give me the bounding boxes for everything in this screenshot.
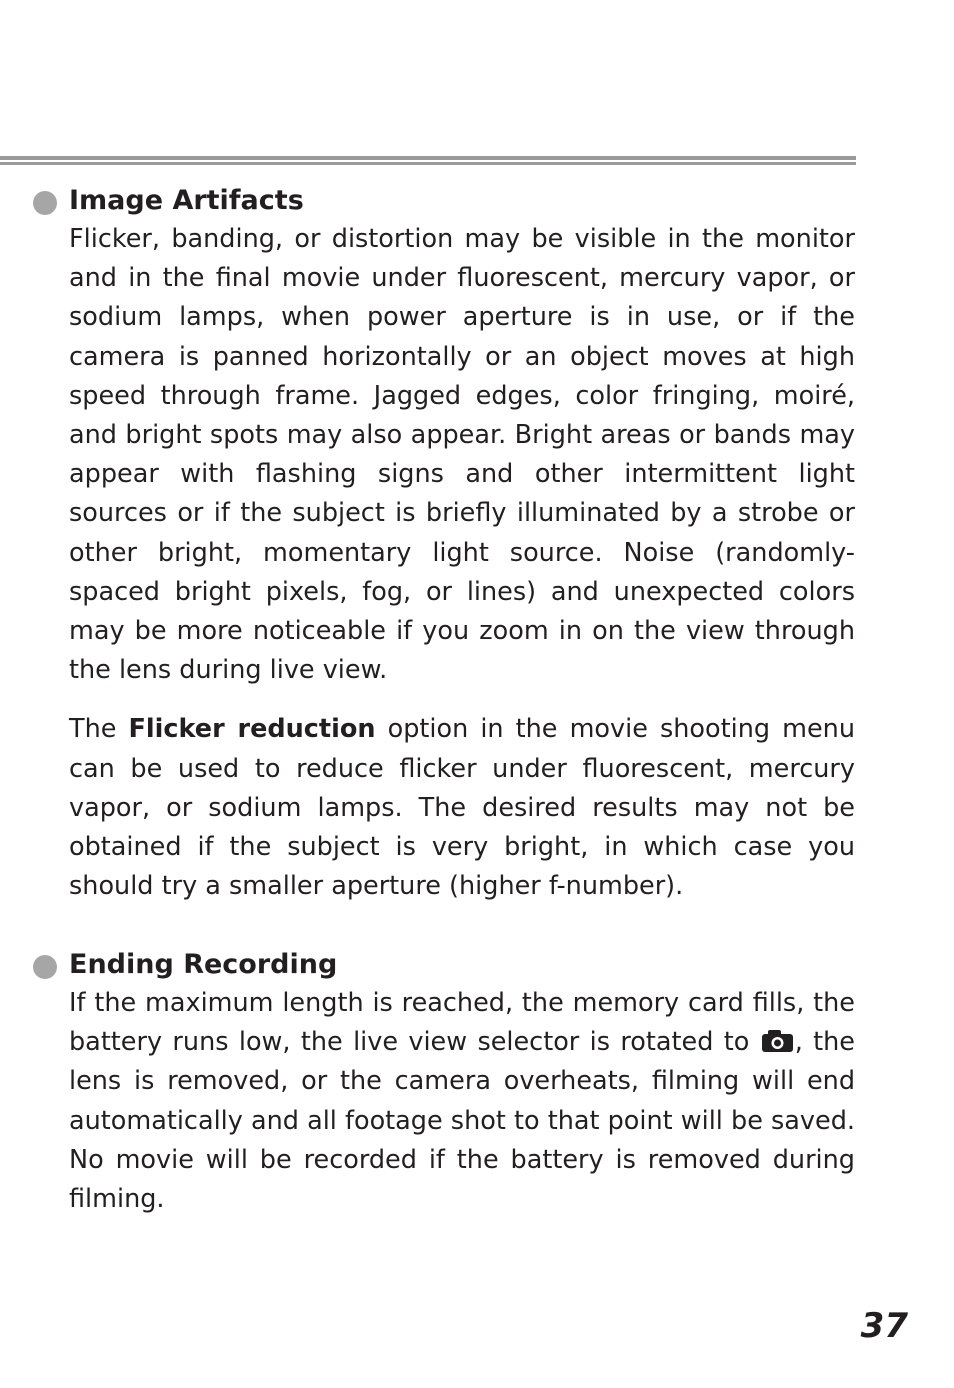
body-paragraph: Flicker, banding, or distortion may be visible in the monitor and in the final movie under fluorescent, mercury vapor, or sodium lamps, when power aperture is in use, or if the camera is panned horizontally or an object moves at high speed through frame. Jagged edges, color fringing, moiré, and bright spots may also appear. Bright areas or bands may appear with flashing signs and other intermittent light sources or if the subject is briefly illuminated by a strobe or other bright, momentary light source. Noise (randomly-spaced bright pixels, fog, or lines) and unexpected colors may be more noticeable if you zoom in on the view through the lens during live view. <box>69 224 855 686</box>
body-paragraph-flicker <box>69 710 855 906</box>
body-paragraph <box>69 984 855 1219</box>
header-rule-top <box>0 156 856 160</box>
page-number: 37 <box>860 1306 908 1346</box>
text-run: , the lens is removed, or the camera overheats, filming will end automatically and all footage shot to that point will be saved. No movie will be recorded if the battery is removed during filming. <box>69 1027 855 1215</box>
section-heading: Image Artifacts <box>69 185 304 216</box>
header-rule-bottom <box>0 162 856 165</box>
section-image-artifacts <box>69 181 855 906</box>
section-heading: Ending Recording <box>69 949 338 980</box>
menu-option-name: Flicker reduction <box>128 714 376 745</box>
bullet-icon <box>33 955 57 979</box>
text-run: option in the movie shooting menu can be used to reduce flicker under fluorescent, mercury vapor, or sodium lamps. The desired results may not be obtained if the subject is very bright, in which case you should try a smaller aperture (higher f-number). <box>69 714 855 902</box>
text-run: If the maximum length is reached, the memory card fills, the battery runs low, the live view selector is rotated to <box>69 988 855 1058</box>
section-ending-recording <box>69 945 855 1219</box>
text-run: The <box>69 714 129 745</box>
bullet-icon <box>33 191 57 215</box>
camera-icon <box>761 1029 794 1053</box>
